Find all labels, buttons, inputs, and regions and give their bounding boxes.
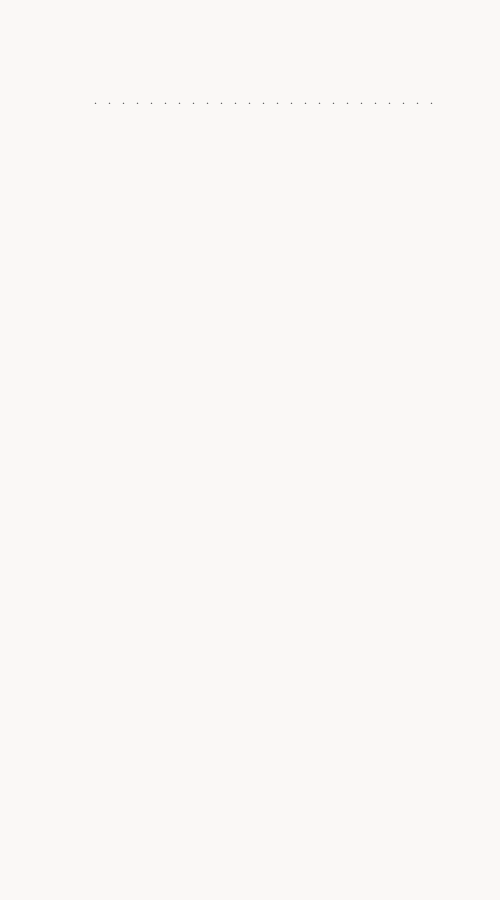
leader-dots <box>94 90 444 110</box>
toc-entry-preface <box>90 90 464 110</box>
